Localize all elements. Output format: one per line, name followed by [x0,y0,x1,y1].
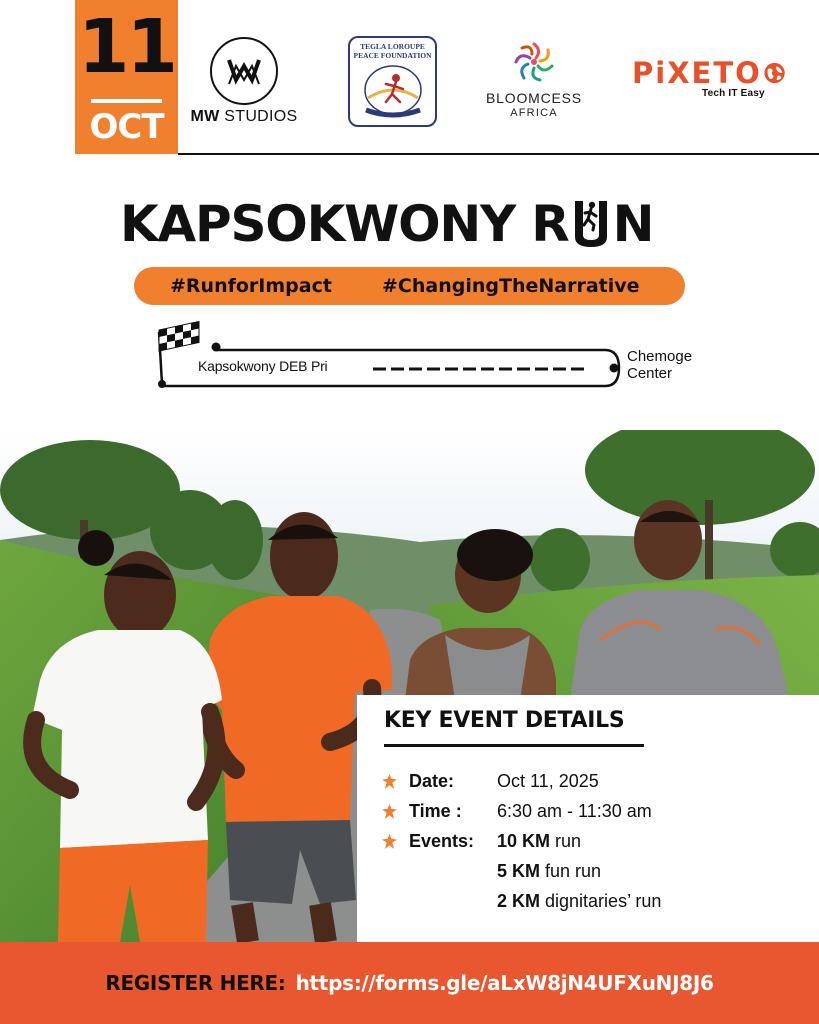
detail-value: 6:30 am - 11:30 am [497,800,652,821]
star-bullet-icon [382,774,397,789]
event-item [497,891,661,912]
event-name: run [550,831,582,851]
date-badge [75,0,178,154]
date-divider [91,99,162,103]
detail-label: Events: [409,830,475,851]
details-heading: KEY EVENT DETAILS [384,708,625,733]
mw-studios-mark-icon [209,36,279,106]
detail-label: Time : [409,800,462,821]
detail-row-time [382,799,652,823]
key-event-details [357,695,819,942]
runner-icon [573,199,609,249]
mw-name-rest: STUDIOS [219,108,298,125]
star-bullet-icon [382,804,397,819]
hashtag-banner [134,267,685,305]
route-end-label [627,348,692,382]
bloomcess-logo [478,36,590,119]
route-end-line1: Chemoge [627,348,693,365]
bloomcess-name: BLOOMCESS [486,90,582,106]
details-underline [384,744,644,747]
register-label: REGISTER HERE: [105,971,286,995]
hashtag-changing-the-narrative: #ChangingTheNarrative [382,275,640,297]
event-title [120,194,700,254]
date-day: 11 [78,4,175,90]
runner-letter [571,198,611,250]
detail-label: Date: [409,770,455,791]
event-distance: 10 KM [497,831,551,851]
tegla-line2: PEACE FOUNDATION [353,51,432,60]
title-before: KAPSOKWONY R [120,195,569,253]
detail-row-date [382,769,599,793]
event-distance: 5 KM [497,861,541,881]
route-start-label: Kapsokwony DEB Pri [198,358,328,374]
date-month: OCT [89,107,164,147]
detail-row-events [382,829,497,853]
event-item [497,861,601,882]
bloomcess-flower-icon [508,36,560,88]
mw-name-bold: MW [190,108,220,125]
tegla-line1: TEGLA LOROUPE [360,42,425,51]
header-divider [178,153,819,155]
pixeto-tagline: Tech IT Easy [702,88,765,99]
event-name: fun run [540,861,602,881]
checkered-flag-icon [158,321,199,388]
detail-value: Oct 11, 2025 [497,770,599,791]
pixeto-name: PiXETO [632,56,762,90]
register-bar [0,942,819,1024]
pixeto-logo [632,56,786,99]
globe-icon [763,61,786,85]
event-distance: 2 KM [497,891,541,911]
tegla-runner-emblem-icon [358,62,428,120]
route-map [145,312,715,402]
bloomcess-sub: AFRICA [510,107,558,119]
route-end-line2: Center [627,365,673,382]
hashtag-run-for-impact: #RunforImpact [170,275,332,297]
tegla-loroupe-logo [348,36,437,127]
title-after: N [612,195,654,253]
event-name: dignitaries’ run [540,891,662,911]
event-item [497,831,581,852]
star-bullet-icon [382,834,397,849]
mw-studios-logo [186,36,302,126]
register-link[interactable]: https://forms.gle/aLxW8jN4UFXuNJ8J6 [295,971,714,995]
